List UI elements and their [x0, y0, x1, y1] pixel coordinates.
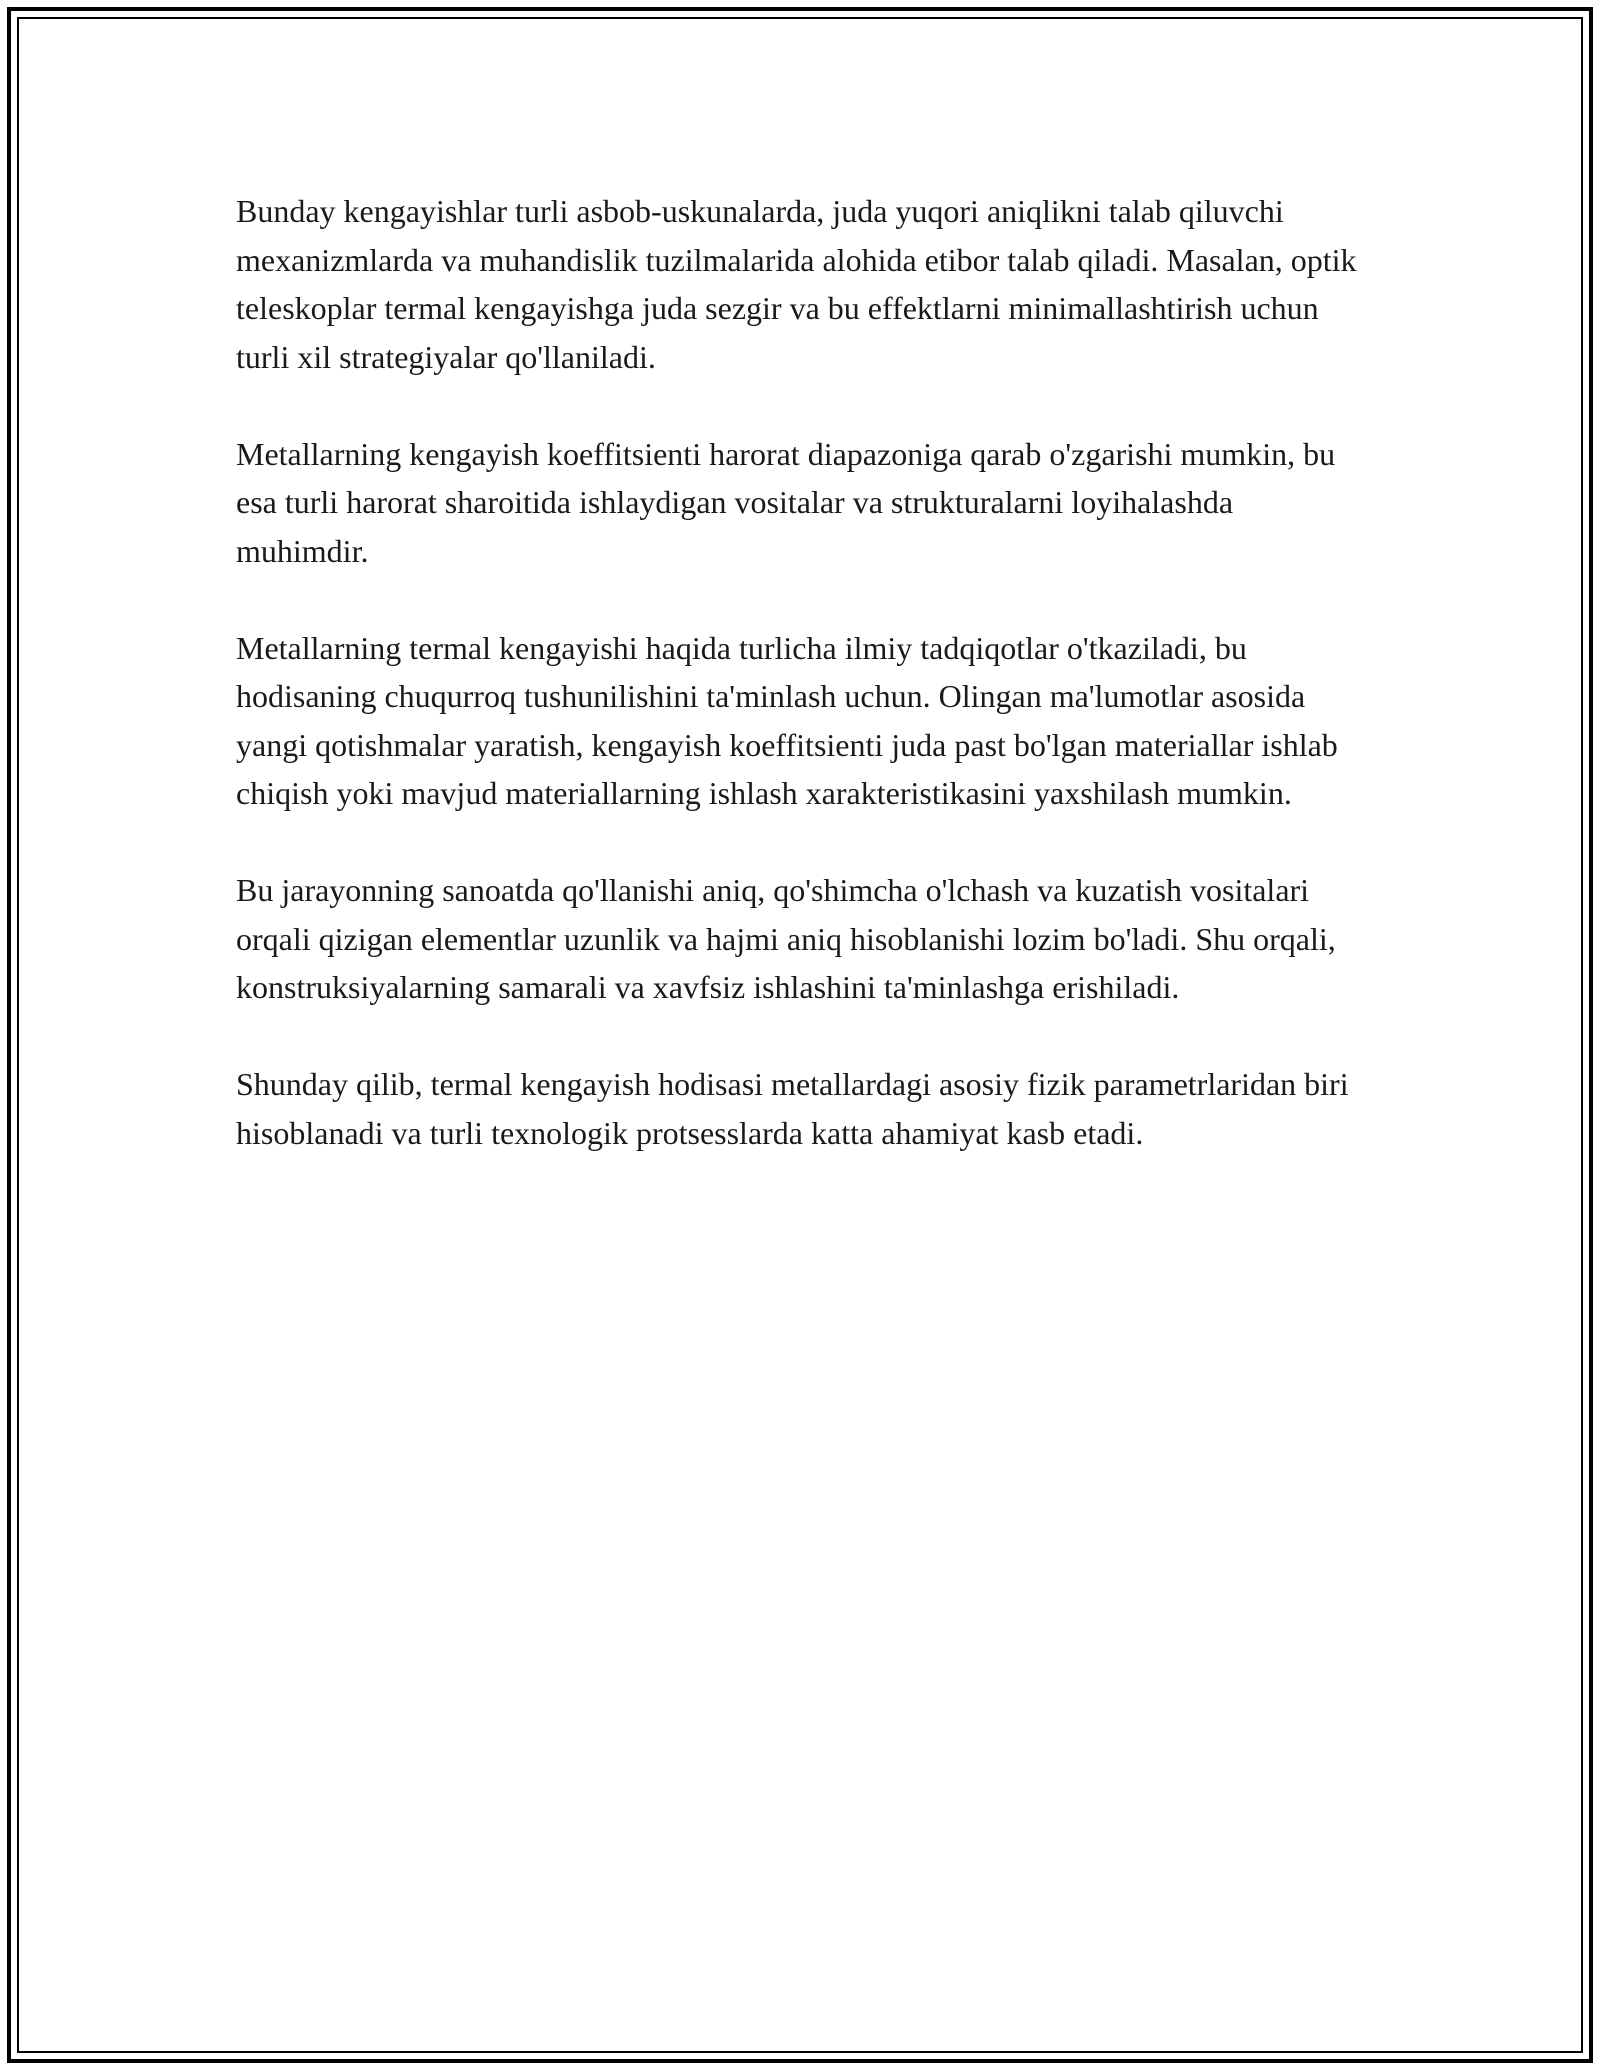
paragraph-3: Metallarning termal kengayishi haqida turlicha ilmiy tadqiqotlar o'tkaziladi, bu hodisaning chuqurroq tushunilishini ta'minlash uchun. Olingan ma'lumotlar asosida yangi qotishmalar yaratish, kengayish koeffitsienti juda past bo'lgan materiallar ishlab chiqish yoki mavjud materiallarning ishlash xarakteristikasini yaxshilash mumkin.	[236, 629, 1338, 811]
document-body	[236, 187, 1366, 1206]
paragraph-4: Bu jarayonning sanoatda qo'llanishi aniq, qo'shimcha o'lchash va kuzatish vositalari orqali qizigan elementlar uzunlik va hajmi aniq hisoblanishi lozim bo'ladi. Shu orqali, konstruksiyalarning samarali va xavfsiz ishlashini ta'minlashga erishiladi.	[236, 872, 1336, 1005]
paragraph-2: Metallarning kengayish koeffitsienti harorat diapazoniga qarab o'zgarishi mumkin, bu esa turli harorat sharoitida ishlaydigan vositalar va strukturalarni loyihalashda muhimdir.	[236, 435, 1336, 569]
paragraph-5: Shunday qilib, termal kengayish hodisasi metallardagi asosiy fizik parametrlaridan biri hisoblanadi va turli texnologik protsesslarda katta ahamiyat kasb etadi.	[236, 1066, 1349, 1151]
paragraph-1: Bunday kengayishlar turli asbob-uskunalarda, juda yuqori aniqlikni talab qiluvchi mexanizmlarda va muhandislik tuzilmalarida alohida etibor talab qiladi. Masalan, optik teleskoplar termal kengayishga juda sezgir va bu effektlarni minimallashtirish uchun turli xil strategiyalar qo'llaniladi.	[236, 193, 1357, 375]
